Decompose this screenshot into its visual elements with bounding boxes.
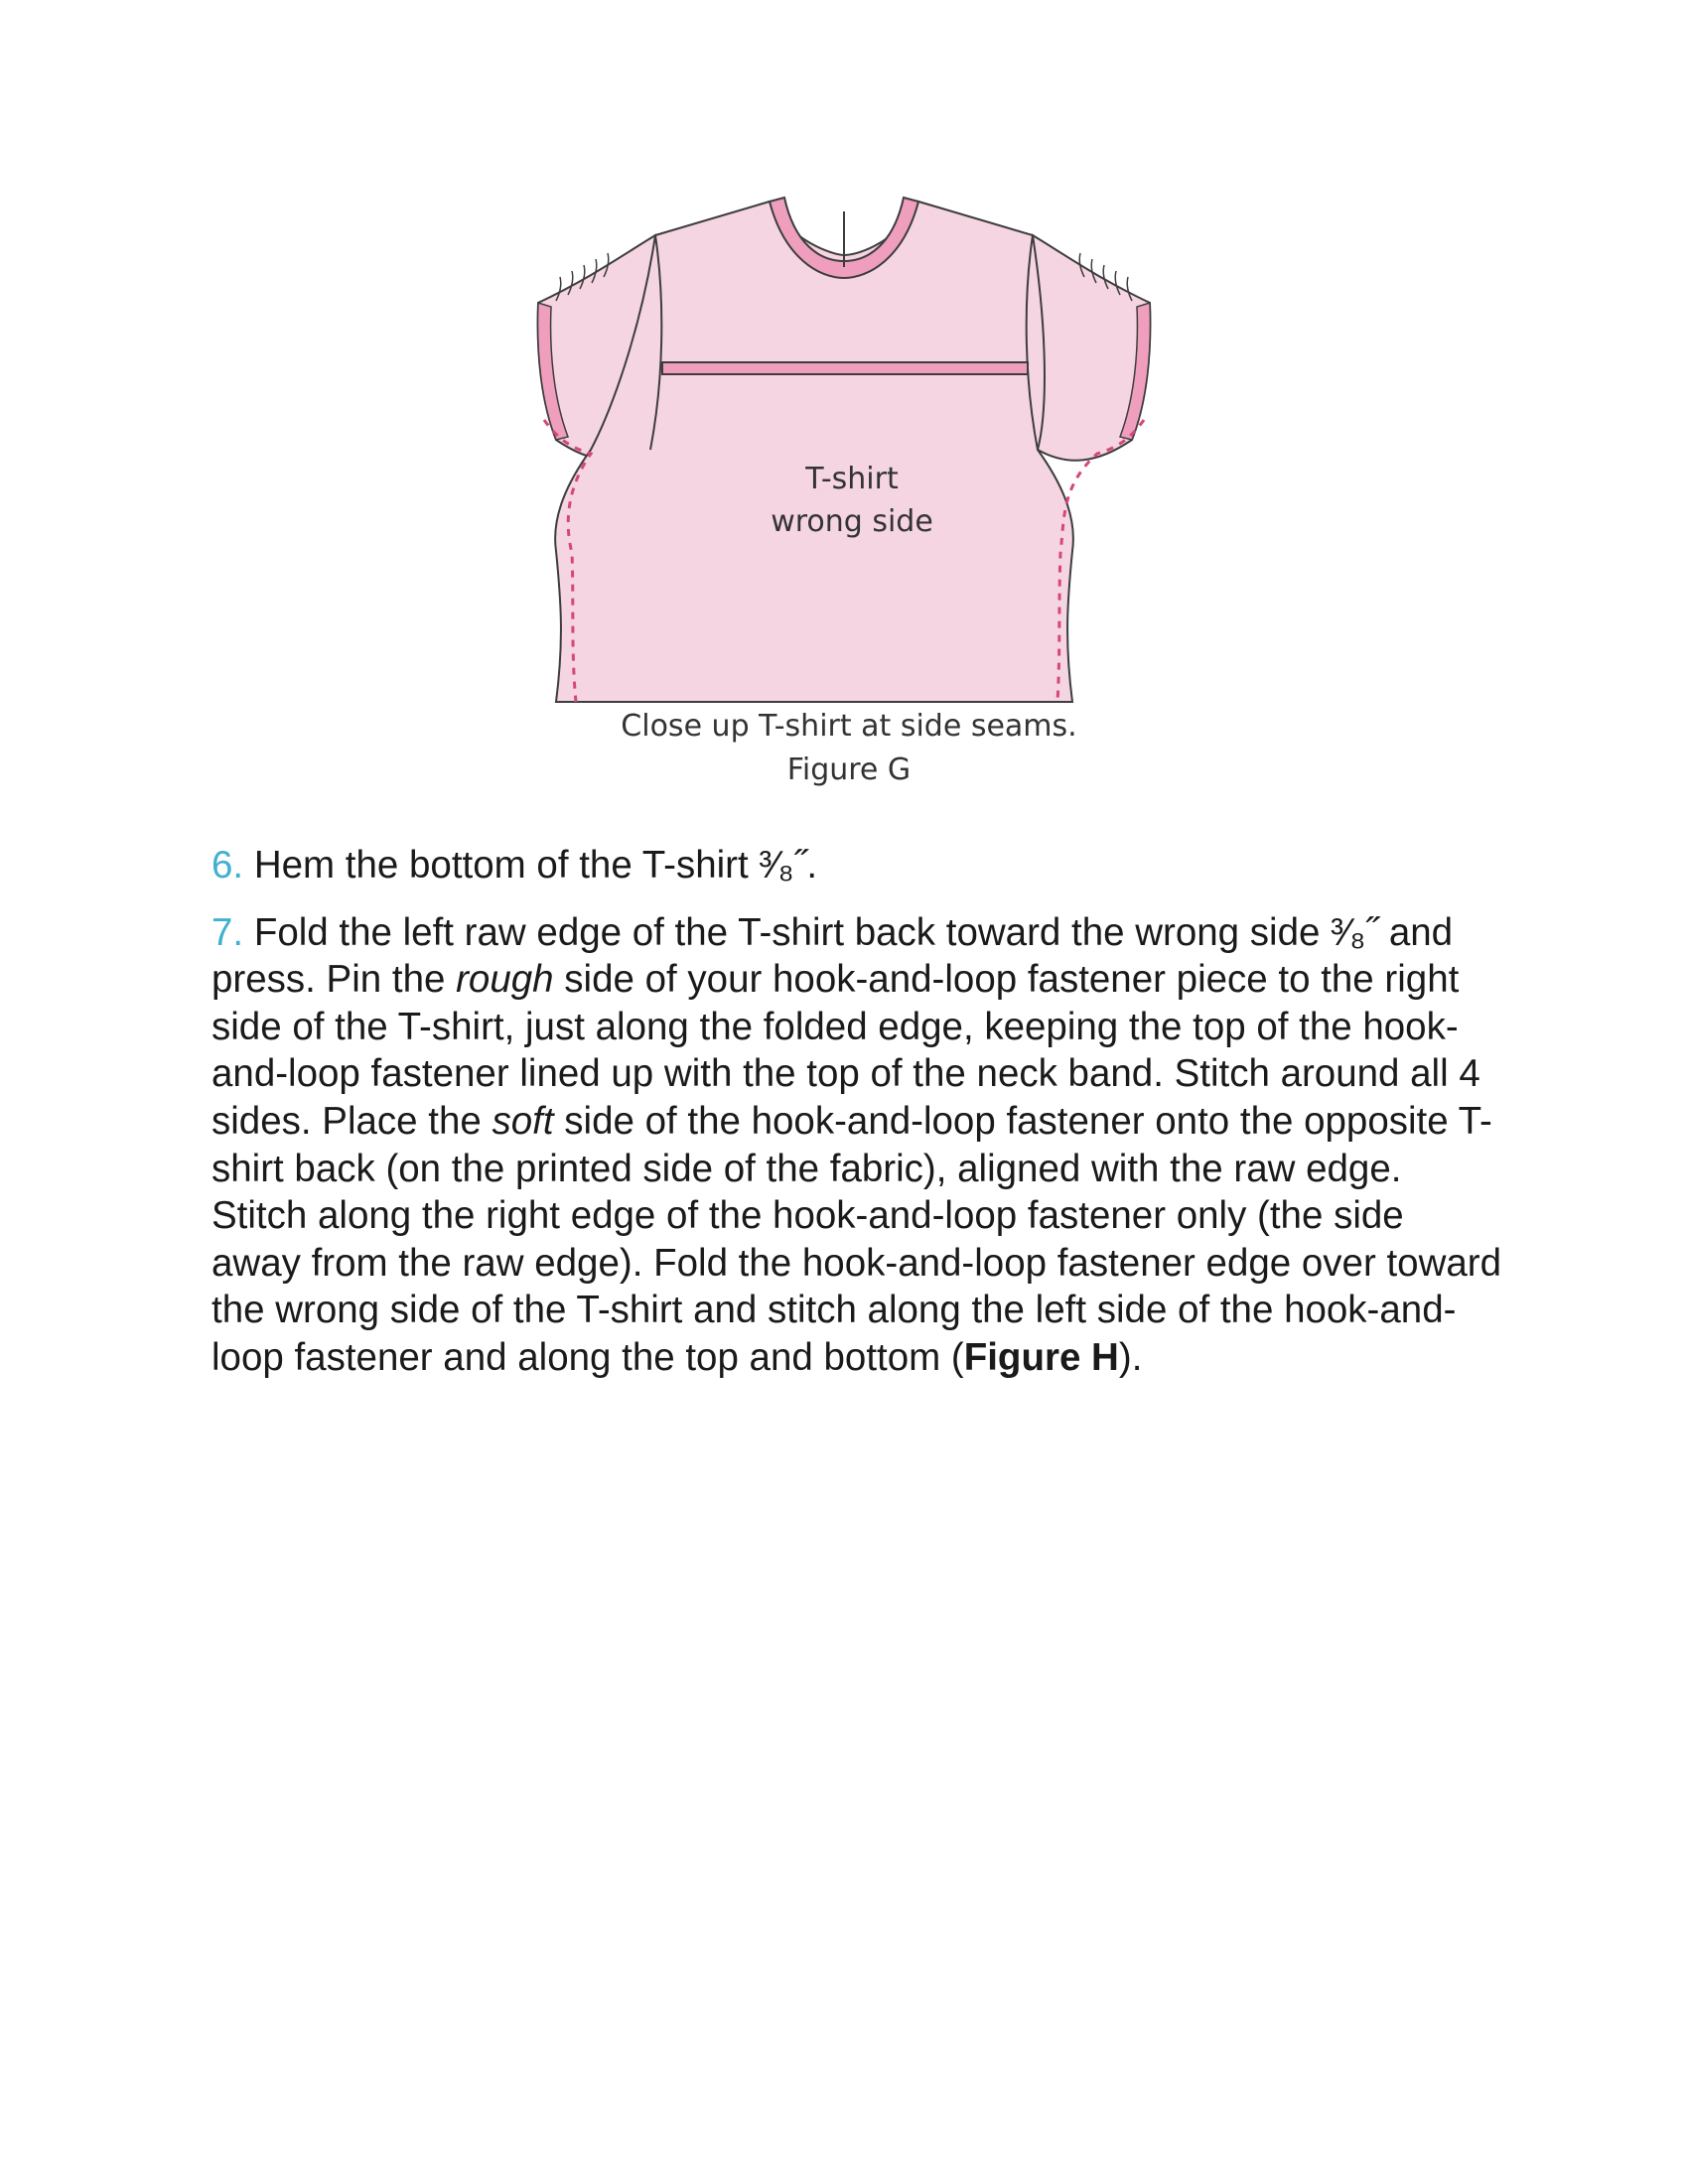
step-text-part4: ). [1118,1335,1143,1379]
figure-caption [516,705,1182,792]
figure-label-line2: wrong side [771,504,933,539]
step-number: 7. [211,910,244,954]
tshirt-figure [516,184,1211,720]
step-number: 6. [211,844,244,887]
step-6 [211,842,1502,889]
step-text-part3: side of the hook-and-loop fastener onto the opposite T-shirt back (on the printed side of the fabric), aligned with the raw edge. Stitch along the right edge of the hook-and-loop fastener only (the side away from the raw edge). Fold the hook-and-loop fastener edge over toward the wrong side of the T-shirt and stitch along the left side of the hook-and-loop fastener and along the top and bottom ( [211,1099,1502,1379]
chest-band [662,362,1028,374]
step-text: Hem the bottom of the T-shirt ³⁄₈˝. [253,844,818,887]
step-text-part2: side of your hook-and-loop fastener piece to the right side of the T-shirt, just along the folded edge, keeping the top of the hook-and-loop fastener lined up with the top of the neck band. Stitch around all 4 sides. Place the [211,958,1480,1143]
figure-label-line1: T-shirt [805,462,899,496]
figure-h-reference: Figure H [963,1335,1119,1379]
tshirt-illustration [516,184,1211,720]
step-text-part1: Fold the left raw edge of the T-shirt back toward the wrong side ³⁄₈˝ and press. Pin the [211,910,1454,1002]
instructions [211,842,1502,1402]
caption-line1: Close up T-shirt at side seams. [621,709,1077,744]
caption-line2: Figure G [786,752,912,787]
step-7 [211,909,1502,1382]
emphasis-rough: rough [456,958,554,1002]
emphasis-soft: soft [492,1099,554,1143]
